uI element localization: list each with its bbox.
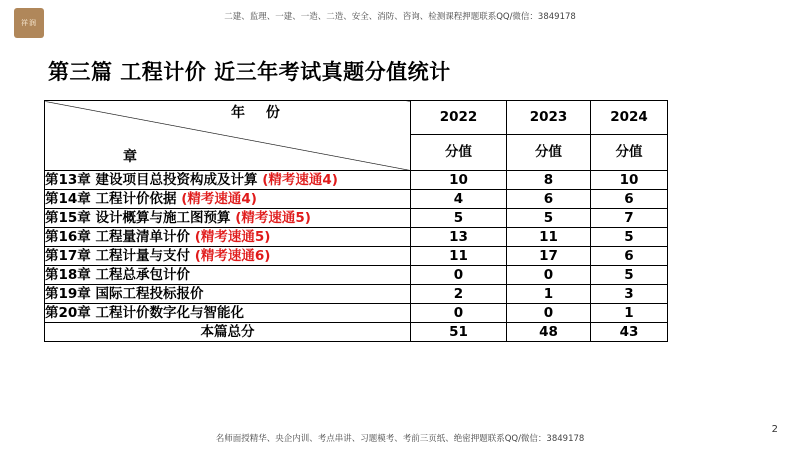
score-cell: 0 — [507, 304, 591, 323]
score-cell: 1 — [591, 304, 668, 323]
chapter-cell — [45, 190, 411, 209]
header-contact-note: 二建、监理、一建、一造、二造、安全、消防、咨询、检测课程押题联系QQ/微信：3849178 — [224, 12, 576, 22]
total-score-cell: 48 — [507, 323, 591, 342]
table-row — [45, 285, 668, 304]
score-cell: 3 — [591, 285, 668, 304]
chapter-cell — [45, 285, 411, 304]
chapter-name: 第19章 国际工程投标报价 — [45, 285, 204, 302]
chapter-tag: (精考速通6) — [194, 247, 271, 264]
score-cell: 5 — [591, 228, 668, 247]
chapter-name: 第14章 工程计价依据 — [45, 190, 177, 207]
chapter-tag: (精考速通4) — [181, 190, 257, 207]
chapter-cell — [45, 209, 411, 228]
score-cell: 17 — [507, 247, 591, 266]
table-row — [45, 190, 668, 209]
chapter-tag: (精考速通5) — [235, 209, 311, 226]
score-cell: 7 — [591, 209, 668, 228]
table-header-row-years — [45, 101, 668, 135]
score-cell: 5 — [591, 266, 668, 285]
year-header-2024: 2024 — [591, 101, 668, 135]
chapter-name: 第15章 设计概算与施工图预算 — [45, 209, 231, 226]
chapter-name: 第17章 工程计量与支付 — [45, 247, 190, 264]
year-header-2022: 2022 — [411, 101, 507, 135]
score-header: 分值 — [591, 135, 668, 171]
score-cell: 6 — [591, 247, 668, 266]
total-row — [45, 323, 668, 342]
score-cell: 6 — [507, 190, 591, 209]
score-cell: 8 — [507, 171, 591, 190]
score-cell: 11 — [411, 247, 507, 266]
chapter-cell — [45, 266, 411, 285]
table-row — [45, 304, 668, 323]
score-cell: 10 — [591, 171, 668, 190]
table-row — [45, 171, 668, 190]
score-header: 分值 — [507, 135, 591, 171]
score-cell: 13 — [411, 228, 507, 247]
score-cell: 0 — [411, 266, 507, 285]
page-number: 2 — [771, 424, 778, 435]
score-cell: 1 — [507, 285, 591, 304]
score-statistics-table — [44, 100, 668, 342]
chapter-cell — [45, 247, 411, 266]
year-header-2023: 2023 — [507, 101, 591, 135]
chapter-tag: (精考速通5) — [194, 228, 271, 245]
table-row — [45, 266, 668, 285]
total-score-cell: 51 — [411, 323, 507, 342]
page-title: 第三篇 工程计价 近三年考试真题分值统计 — [48, 60, 451, 84]
chapter-name: 第13章 建设项目总投资构成及计算 — [45, 171, 258, 188]
total-label: 本篇总分 — [45, 323, 411, 342]
brand-logo-text: 祥润 — [21, 19, 37, 27]
score-cell: 0 — [507, 266, 591, 285]
score-cell: 4 — [411, 190, 507, 209]
score-cell: 6 — [591, 190, 668, 209]
score-cell: 5 — [411, 209, 507, 228]
score-cell: 2 — [411, 285, 507, 304]
score-cell: 10 — [411, 171, 507, 190]
footer-contact-note: 名师面授精华、央企内训、考点串讲、习题模考、考前三页纸、绝密押题联系QQ/微信：3849178 — [215, 434, 585, 444]
table-row — [45, 247, 668, 266]
score-cell: 5 — [507, 209, 591, 228]
chapter-name: 第20章 工程计价数字化与智能化 — [45, 304, 244, 321]
score-header: 分值 — [411, 135, 507, 171]
total-score-cell: 43 — [591, 323, 668, 342]
chapter-cell — [45, 228, 411, 247]
chapter-cell — [45, 171, 411, 190]
score-cell: 0 — [411, 304, 507, 323]
year-axis-label: 年 份 — [231, 105, 288, 121]
table-row — [45, 209, 668, 228]
chapter-name: 第16章 工程量清单计价 — [45, 228, 190, 245]
chapter-axis-label: 章 — [123, 149, 137, 165]
score-cell: 11 — [507, 228, 591, 247]
table-row — [45, 228, 668, 247]
chapter-tag: (精考速通4) — [262, 171, 338, 188]
chapter-cell — [45, 304, 411, 323]
chapter-name: 第18章 工程总承包计价 — [45, 266, 190, 283]
diagonal-header-cell — [45, 101, 411, 171]
